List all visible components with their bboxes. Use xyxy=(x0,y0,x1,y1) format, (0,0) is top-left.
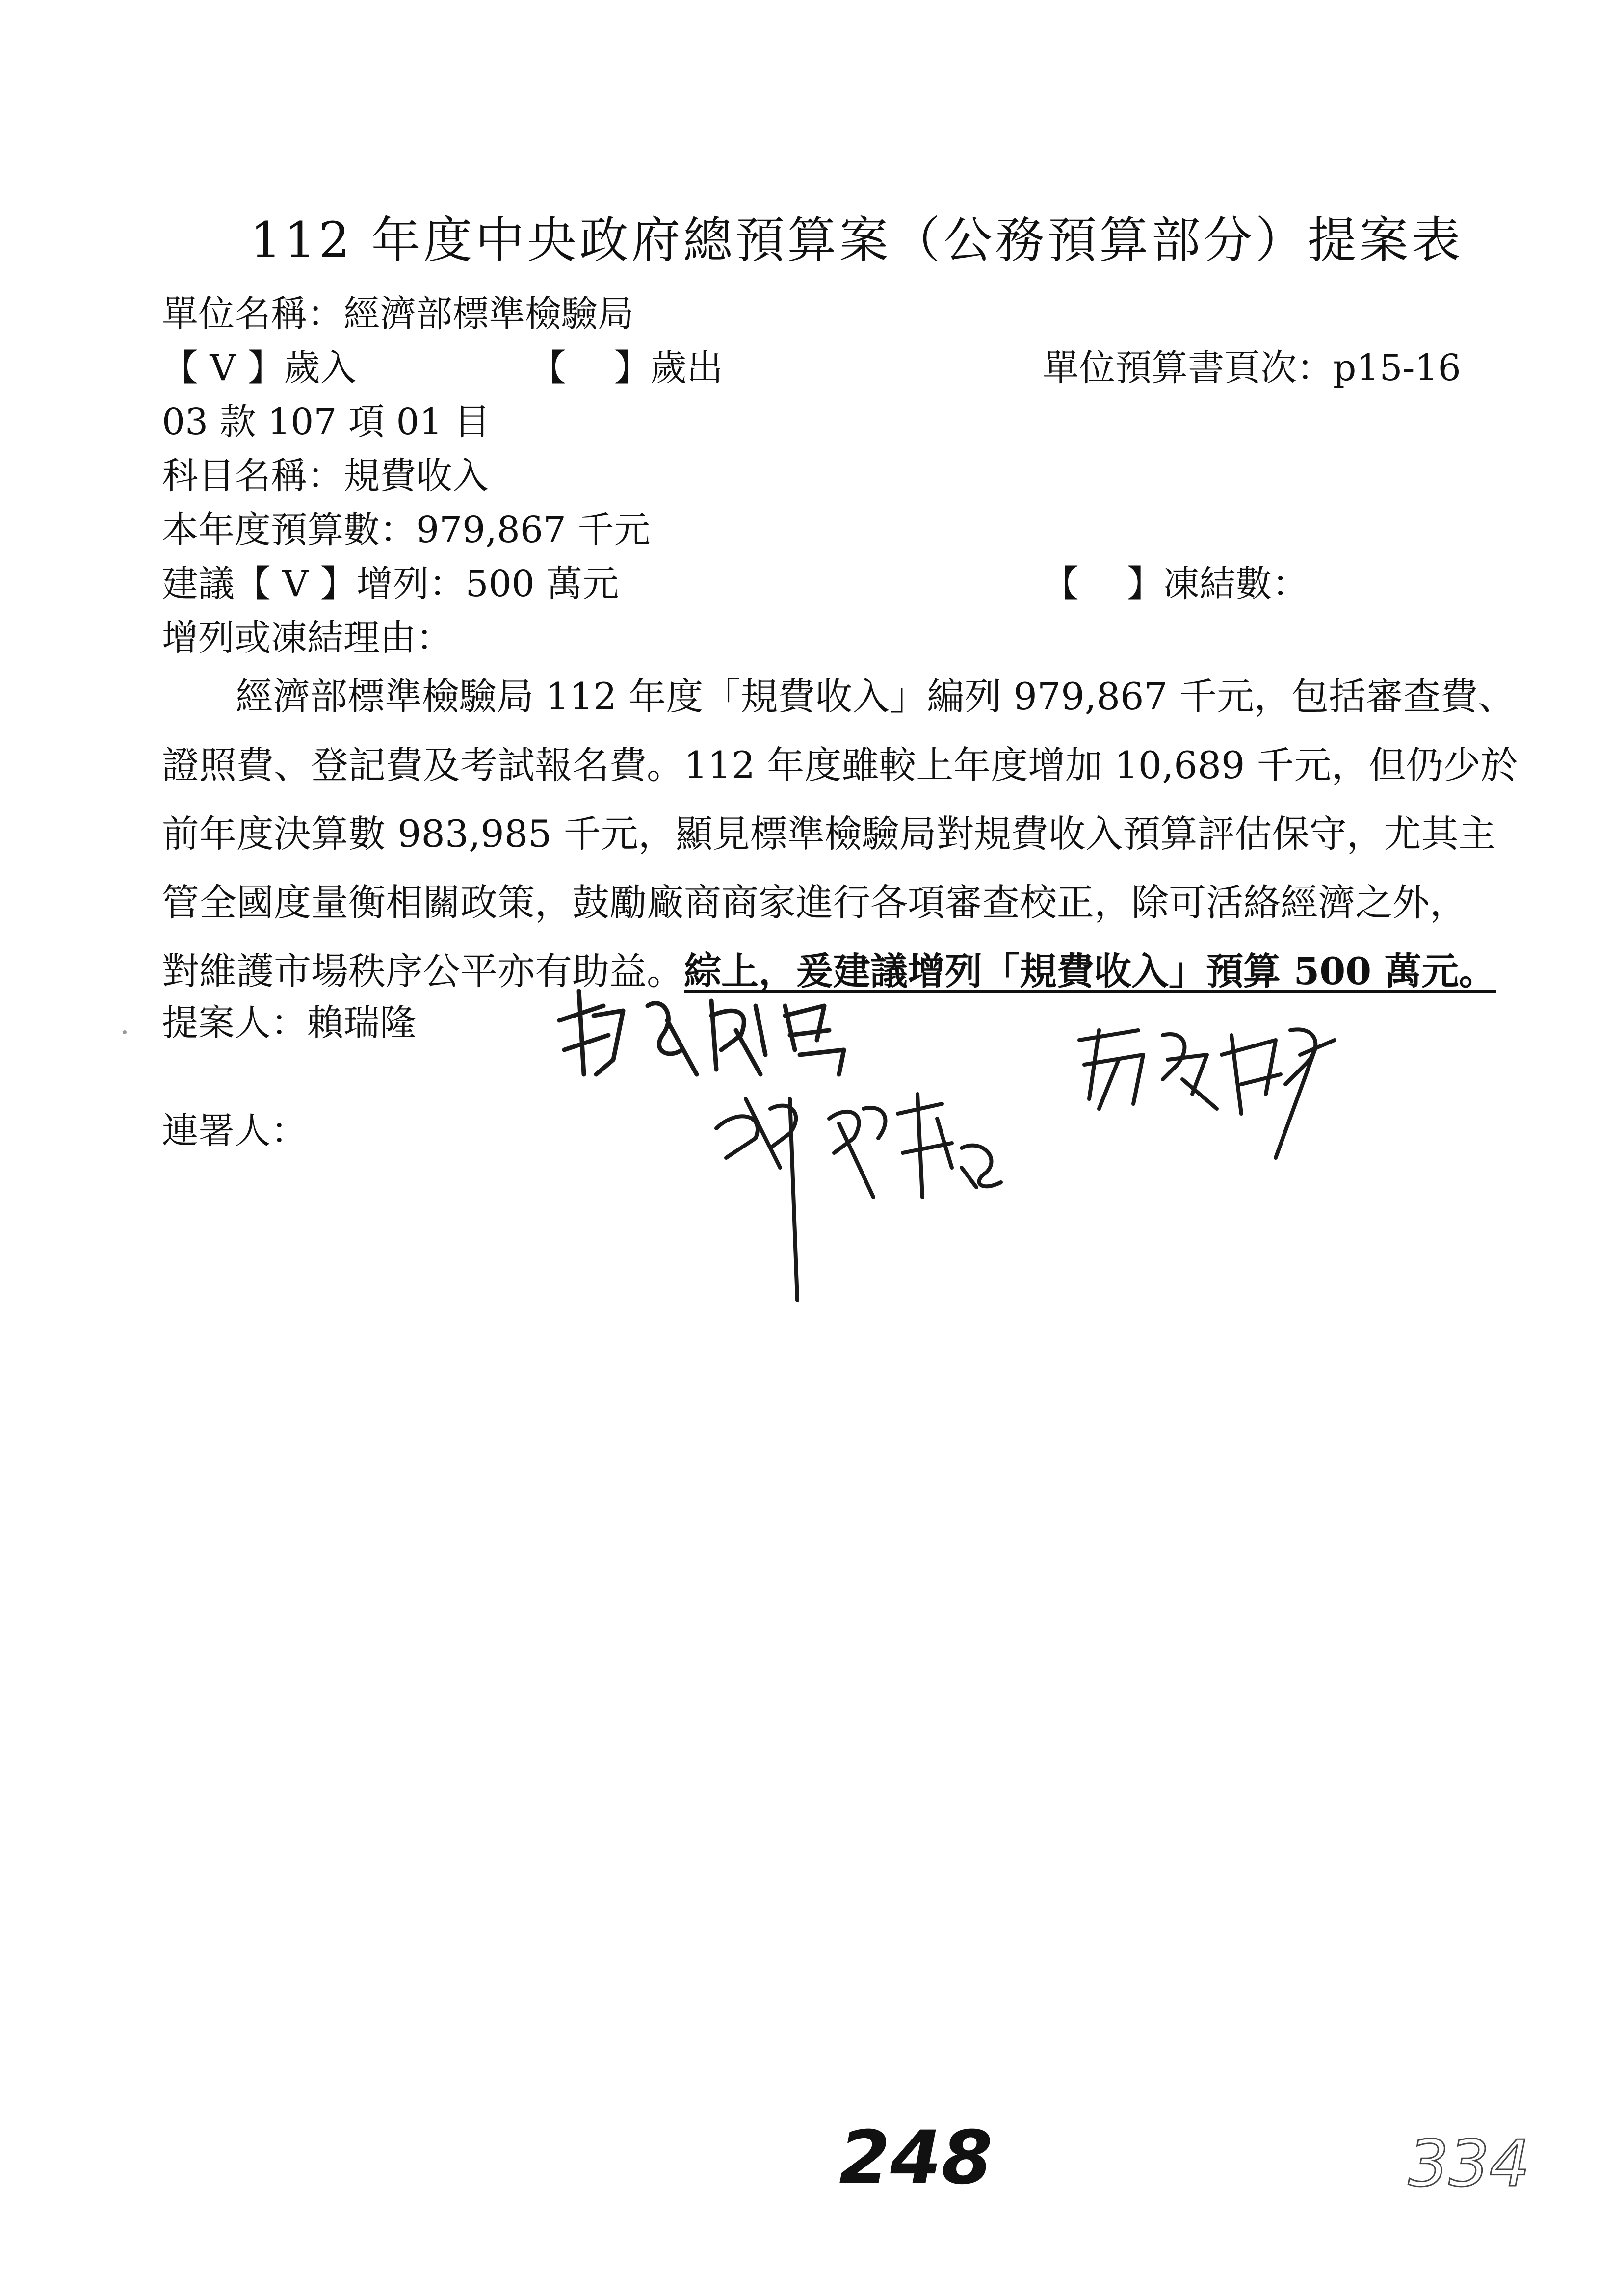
cosigners-label: 連署人： xyxy=(162,1110,307,1152)
budget-page-ref: 單位預算書頁次：p15-16 xyxy=(1043,347,1461,389)
reason-line: 證照費、登記費及考試報名費。112 年度雖較上年度增加 10,689 千元，但仍少於 xyxy=(162,743,1518,787)
expenditure-checkbox: 【 】歲出 xyxy=(530,347,723,389)
reason-text: 對維護市場秩序公平亦有助益。 xyxy=(162,949,684,993)
reason-label: 增列或凍結理由： xyxy=(162,617,452,659)
unit-name: 單位名稱：經濟部標準檢驗局 xyxy=(162,293,634,335)
scan-speck xyxy=(123,1030,127,1034)
increase-suggestion: 建議【 V 】增列：500 萬元 xyxy=(162,563,619,605)
svg-text:248: 248 xyxy=(839,2115,993,2201)
cosigner-signature xyxy=(1070,1011,1344,1177)
subject-name: 科目名稱：規費收入 xyxy=(162,455,489,497)
proposer: 提案人：賴瑞隆 xyxy=(162,1002,416,1044)
svg-text:334: 334 xyxy=(1408,2126,1530,2201)
reason-line: 管全國度量衡相關政策，鼓勵廠商商家進行各項審查校正，除可活絡經濟之外， xyxy=(162,881,1467,924)
page-title: 112 年度中央政府總預算案（公務預算部分）提案表 xyxy=(250,211,1464,269)
conclusion-text: 綜上，爰建議增列「規費收入」預算 500 萬元。 xyxy=(684,949,1496,993)
revenue-checkbox: 【 V 】歲入 xyxy=(162,347,357,389)
page-number xyxy=(834,2115,1021,2201)
sheet-number xyxy=(1403,2124,1560,2203)
reason-line: 經濟部標準檢驗局 112 年度「規費收入」編列 979,867 千元，包括審查費、 xyxy=(236,675,1515,718)
freeze-amount: 【 】凍結數： xyxy=(1043,563,1309,605)
cosigner-signature xyxy=(707,1070,1040,1305)
budget-amount: 本年度預算數：979,867 千元 xyxy=(162,509,651,551)
reason-line: 前年度決算數 983,985 千元，顯見標準檢驗局對規費收入預算評估保守，尤其主 xyxy=(162,812,1496,856)
item-code: 03 款 107 項 01 目 xyxy=(162,401,491,443)
